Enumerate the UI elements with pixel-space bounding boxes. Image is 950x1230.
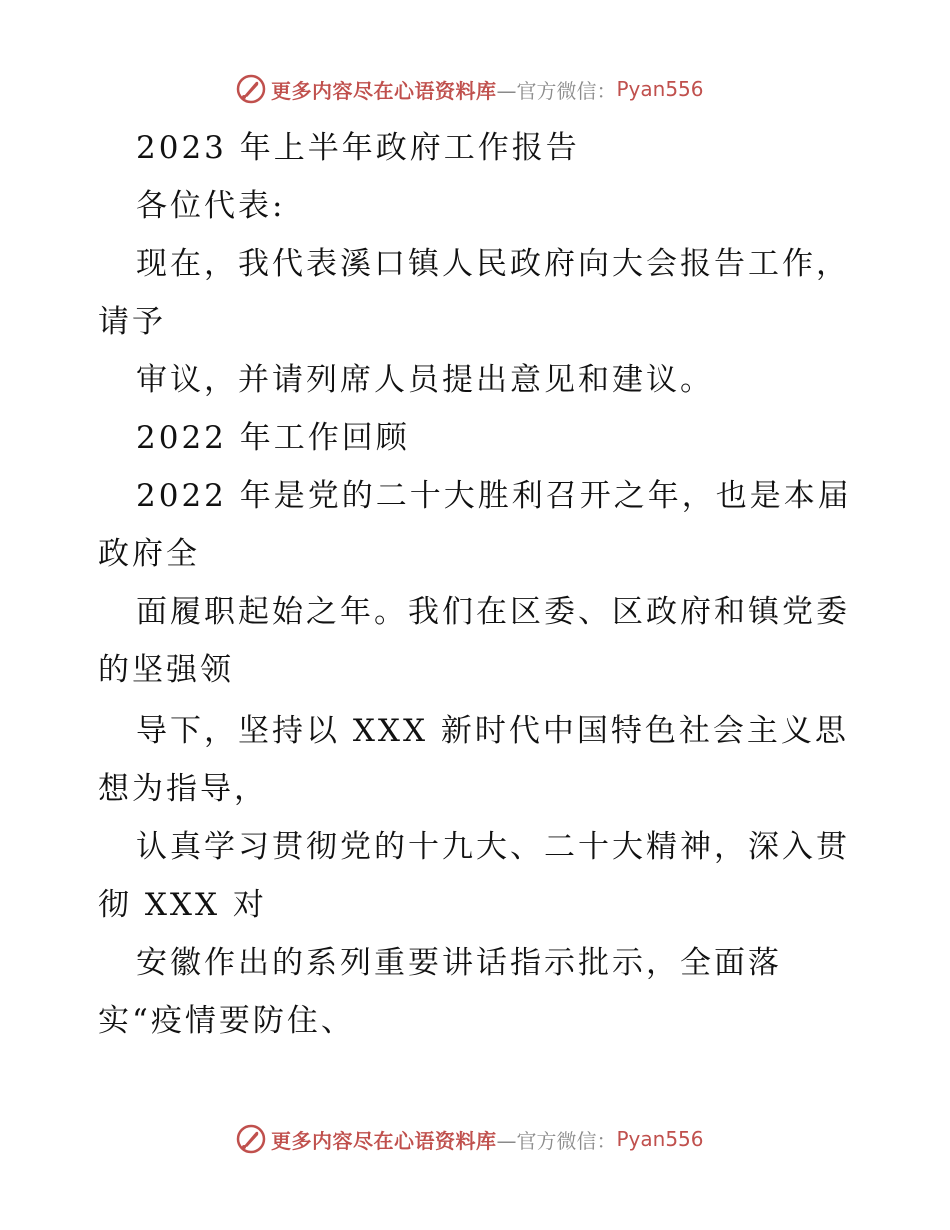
header-watermark [235,72,704,106]
paragraph-line: 认真学习贯彻党的十九大、二十大精神，深入贯 [136,829,850,865]
paragraph-line: 安徽作出的系列重要讲话指示批示，全面落 [136,945,782,981]
watermark-brand-text: 更多内容尽在心语资料库 [271,1128,497,1153]
paragraph-line: 面履职起始之年。我们在区委、区政府和镇党委 [136,594,850,630]
paragraph-line: 审议，并请列席人员提出意见和建议。 [136,362,714,398]
paragraph-line: 导下，坚持以 XXX 新时代中国特色社会主义思 [136,713,849,749]
watermark-wechat-label: —官方微信： [496,1128,617,1153]
paragraph-line: 现在，我代表溪口镇人民政府向大会报告工作， [136,246,850,282]
paragraph-line: 想为指导， [98,771,268,807]
watermark-wechat-id: Pyan556 [616,1127,704,1151]
paragraph-line: 的坚强领 [98,652,234,688]
feather-pen-logo-icon [235,73,267,105]
watermark-wechat-id: Pyan556 [616,77,704,101]
document-title: 2023 年上半年政府工作报告 [136,130,580,166]
paragraph-line: 政府全 [98,536,200,572]
section-heading: 2022 年工作回顾 [136,420,410,456]
paragraph-line: 请予 [98,304,166,340]
salutation: 各位代表: [136,188,286,224]
paragraph-line: 实“疫情要防住、 [98,1003,355,1039]
watermark-brand-text: 更多内容尽在心语资料库 [271,78,497,103]
watermark-wechat-label: —官方微信： [496,78,617,103]
paragraph-line: 2022 年是党的二十大胜利召开之年，也是本届 [136,478,852,514]
footer-watermark [235,1122,704,1156]
feather-pen-logo-icon [235,1123,267,1155]
paragraph-line: 彻 XXX 对 [98,887,267,923]
